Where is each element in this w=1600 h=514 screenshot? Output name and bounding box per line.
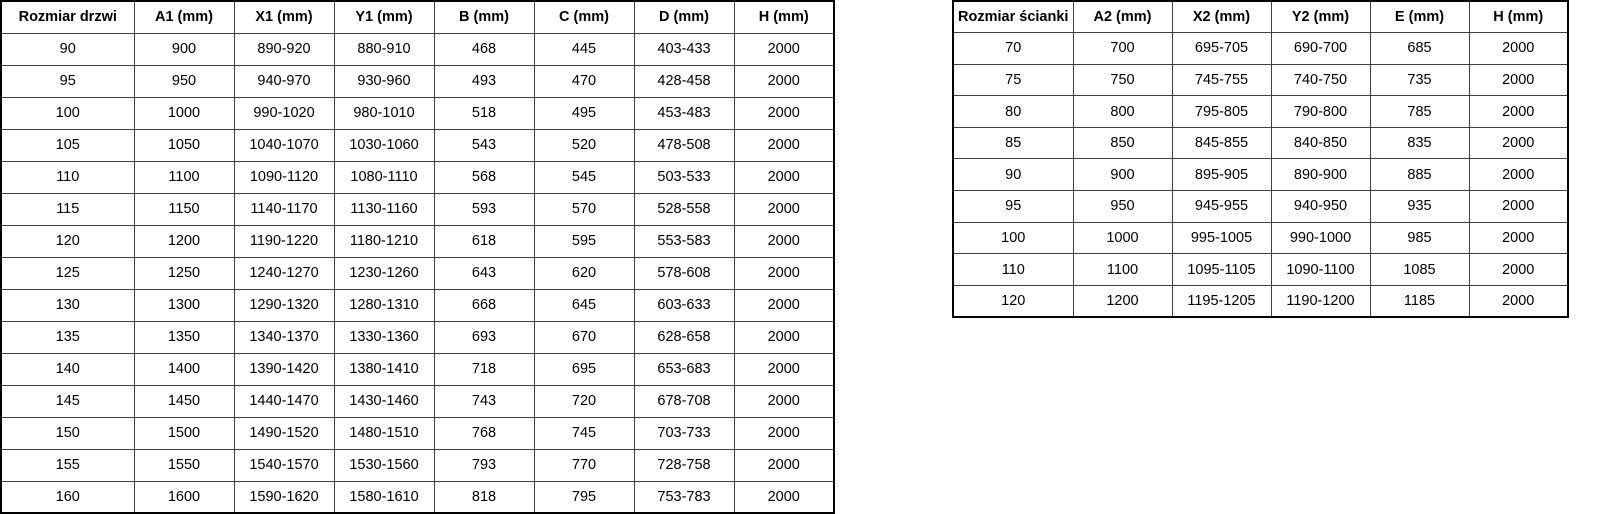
table-cell: 75 [953,64,1073,96]
table-cell: 150 [1,417,134,449]
table-cell: 545 [534,161,634,193]
table-cell: 1530-1560 [334,449,434,481]
table-cell: 690-700 [1271,33,1370,65]
table-cell: 110 [1,161,134,193]
table-cell: 95 [953,191,1073,223]
column-header: Rozmiar drzwi [1,1,134,33]
column-header: C (mm) [534,1,634,33]
table-cell: 700 [1073,33,1172,65]
table-cell: 1200 [134,225,234,257]
column-header: D (mm) [634,1,734,33]
table-cell: 1540-1570 [234,449,334,481]
table-cell: 155 [1,449,134,481]
table-cell: 570 [534,193,634,225]
column-header: Y2 (mm) [1271,1,1370,33]
table-cell: 1080-1110 [334,161,434,193]
table-cell: 2000 [734,417,834,449]
table-cell: 930-960 [334,65,434,97]
table-cell: 135 [1,321,134,353]
table-cell: 695 [534,353,634,385]
table-cell: 1290-1320 [234,289,334,321]
table-cell: 1030-1060 [334,129,434,161]
table-cell: 2000 [734,449,834,481]
table-cell: 468 [434,33,534,65]
table-row [1,193,834,225]
table-cell: 693 [434,321,534,353]
table-cell: 120 [953,285,1073,317]
table-cell: 2000 [734,321,834,353]
table-row [1,289,834,321]
table-row [953,127,1568,159]
table-cell: 453-483 [634,97,734,129]
table-cell: 95 [1,65,134,97]
table-cell: 900 [1073,159,1172,191]
table-cell: 1590-1620 [234,481,334,513]
table-cell: 2000 [1469,285,1568,317]
table-cell: 895-905 [1172,159,1271,191]
table-cell: 643 [434,257,534,289]
table-cell: 618 [434,225,534,257]
table-cell: 1550 [134,449,234,481]
table-row [1,65,834,97]
table-cell: 985 [1370,222,1469,254]
table-cell: 1400 [134,353,234,385]
table-cell: 1200 [1073,285,1172,317]
table-cell: 835 [1370,127,1469,159]
table-cell: 2000 [734,193,834,225]
table-cell: 628-658 [634,321,734,353]
table-cell: 1500 [134,417,234,449]
table-cell: 140 [1,353,134,385]
table-cell: 678-708 [634,385,734,417]
table-cell: 115 [1,193,134,225]
table-cell: 528-558 [634,193,734,225]
table-cell: 1340-1370 [234,321,334,353]
table-cell: 470 [534,65,634,97]
table-cell: 428-458 [634,65,734,97]
column-header: A1 (mm) [134,1,234,33]
table-row [1,321,834,353]
table-cell: 800 [1073,96,1172,128]
table-cell: 945-955 [1172,191,1271,223]
table-cell: 750 [1073,64,1172,96]
table-cell: 743 [434,385,534,417]
table-cell: 503-533 [634,161,734,193]
table-row [1,97,834,129]
table-cell: 2000 [1469,64,1568,96]
table-cell: 840-850 [1271,127,1370,159]
table-cell: 980-1010 [334,97,434,129]
table-row [953,96,1568,128]
table-cell: 120 [1,225,134,257]
column-header: X1 (mm) [234,1,334,33]
table-cell: 2000 [734,257,834,289]
table-cell: 2000 [1469,159,1568,191]
table-cell: 2000 [1469,222,1568,254]
table-cell: 2000 [1469,96,1568,128]
table-cell: 2000 [734,129,834,161]
table-cell: 2000 [734,161,834,193]
table-row [1,129,834,161]
column-header: B (mm) [434,1,534,33]
table-cell: 1430-1460 [334,385,434,417]
table-cell: 1330-1360 [334,321,434,353]
table-cell: 950 [1073,191,1172,223]
table-row [953,285,1568,317]
table-cell: 695-705 [1172,33,1271,65]
table-cell: 1150 [134,193,234,225]
table-cell: 603-633 [634,289,734,321]
table-row [953,159,1568,191]
table-cell: 553-583 [634,225,734,257]
table-cell: 653-683 [634,353,734,385]
table-cell: 2000 [734,65,834,97]
table-cell: 1580-1610 [334,481,434,513]
table-cell: 740-750 [1271,64,1370,96]
table-cell: 1100 [134,161,234,193]
table-cell: 770 [534,449,634,481]
table-cell: 990-1000 [1271,222,1370,254]
table-cell: 880-910 [334,33,434,65]
table-cell: 1250 [134,257,234,289]
table-cell: 790-800 [1271,96,1370,128]
table-cell: 745-755 [1172,64,1271,96]
table-row [1,449,834,481]
table-cell: 1130-1160 [334,193,434,225]
table-cell: 2000 [734,385,834,417]
table-cell: 670 [534,321,634,353]
table-row [1,385,834,417]
table-cell: 1240-1270 [234,257,334,289]
table-cell: 105 [1,129,134,161]
table-cell: 668 [434,289,534,321]
table-row [953,254,1568,286]
table-cell: 795 [534,481,634,513]
table-cell: 1000 [1073,222,1172,254]
table-row [953,64,1568,96]
table-cell: 445 [534,33,634,65]
table-cell: 478-508 [634,129,734,161]
table-cell: 685 [1370,33,1469,65]
table-cell: 1090-1100 [1271,254,1370,286]
table-cell: 125 [1,257,134,289]
table-cell: 935 [1370,191,1469,223]
table-cell: 493 [434,65,534,97]
table-row [953,33,1568,65]
table-cell: 1190-1200 [1271,285,1370,317]
table-cell: 1095-1105 [1172,254,1271,286]
table-cell: 100 [1,97,134,129]
table-cell: 2000 [1469,254,1568,286]
table-cell: 1230-1260 [334,257,434,289]
table-cell: 735 [1370,64,1469,96]
column-header: Y1 (mm) [334,1,434,33]
table-cell: 2000 [1469,33,1568,65]
table-cell: 718 [434,353,534,385]
table-cell: 1185 [1370,285,1469,317]
table-cell: 2000 [734,97,834,129]
table-cell: 1480-1510 [334,417,434,449]
table-cell: 753-783 [634,481,734,513]
table-row [1,353,834,385]
table-cell: 495 [534,97,634,129]
table-cell: 90 [1,33,134,65]
table-cell: 728-758 [634,449,734,481]
table-cell: 940-950 [1271,191,1370,223]
table-row [1,33,834,65]
table-cell: 2000 [1469,127,1568,159]
table-row [953,191,1568,223]
table-cell: 845-855 [1172,127,1271,159]
table-cell: 1380-1410 [334,353,434,385]
table-row [953,222,1568,254]
table-cell: 1090-1120 [234,161,334,193]
table-cell: 768 [434,417,534,449]
table-cell: 645 [534,289,634,321]
table-cell: 793 [434,449,534,481]
table-cell: 578-608 [634,257,734,289]
table-cell: 2000 [734,481,834,513]
table-cell: 1490-1520 [234,417,334,449]
table-cell: 403-433 [634,33,734,65]
table-cell: 785 [1370,96,1469,128]
table-header-row [953,1,1568,33]
table-cell: 1040-1070 [234,129,334,161]
table-cell: 518 [434,97,534,129]
table-cell: 145 [1,385,134,417]
table-cell: 1450 [134,385,234,417]
table-cell: 995-1005 [1172,222,1271,254]
table-cell: 1190-1220 [234,225,334,257]
table-row [1,481,834,513]
table-cell: 1350 [134,321,234,353]
table-row [1,225,834,257]
table-cell: 703-733 [634,417,734,449]
table-cell: 900 [134,33,234,65]
table-cell: 2000 [734,225,834,257]
wall-size-table [952,0,1569,318]
table-cell: 568 [434,161,534,193]
table-cell: 130 [1,289,134,321]
table-cell: 795-805 [1172,96,1271,128]
table-cell: 2000 [1469,191,1568,223]
table-cell: 620 [534,257,634,289]
table-cell: 990-1020 [234,97,334,129]
table-cell: 1300 [134,289,234,321]
table-cell: 1100 [1073,254,1172,286]
column-header: Rozmiar ścianki [953,1,1073,33]
table-cell: 1000 [134,97,234,129]
table-cell: 90 [953,159,1073,191]
table-cell: 2000 [734,353,834,385]
table-cell: 720 [534,385,634,417]
table-cell: 520 [534,129,634,161]
table-cell: 890-900 [1271,159,1370,191]
table-cell: 1600 [134,481,234,513]
column-header: X2 (mm) [1172,1,1271,33]
table-cell: 940-970 [234,65,334,97]
table-cell: 1195-1205 [1172,285,1271,317]
table-cell: 1390-1420 [234,353,334,385]
table-cell: 2000 [734,289,834,321]
column-header: H (mm) [1469,1,1568,33]
table-row [1,257,834,289]
column-header: E (mm) [1370,1,1469,33]
column-header: A2 (mm) [1073,1,1172,33]
table-cell: 1050 [134,129,234,161]
table-cell: 2000 [734,33,834,65]
table-cell: 595 [534,225,634,257]
table-cell: 890-920 [234,33,334,65]
table-cell: 1180-1210 [334,225,434,257]
table-cell: 1085 [1370,254,1469,286]
table-header-row [1,1,834,33]
table-cell: 110 [953,254,1073,286]
column-header: H (mm) [734,1,834,33]
table-cell: 885 [1370,159,1469,191]
table-cell: 100 [953,222,1073,254]
table-cell: 1280-1310 [334,289,434,321]
table-cell: 1140-1170 [234,193,334,225]
table-cell: 745 [534,417,634,449]
table-cell: 1440-1470 [234,385,334,417]
table-cell: 80 [953,96,1073,128]
table-cell: 593 [434,193,534,225]
table-cell: 85 [953,127,1073,159]
table-cell: 818 [434,481,534,513]
table-cell: 70 [953,33,1073,65]
table-cell: 160 [1,481,134,513]
table-cell: 543 [434,129,534,161]
table-cell: 950 [134,65,234,97]
table-row [1,417,834,449]
table-cell: 850 [1073,127,1172,159]
table-row [1,161,834,193]
